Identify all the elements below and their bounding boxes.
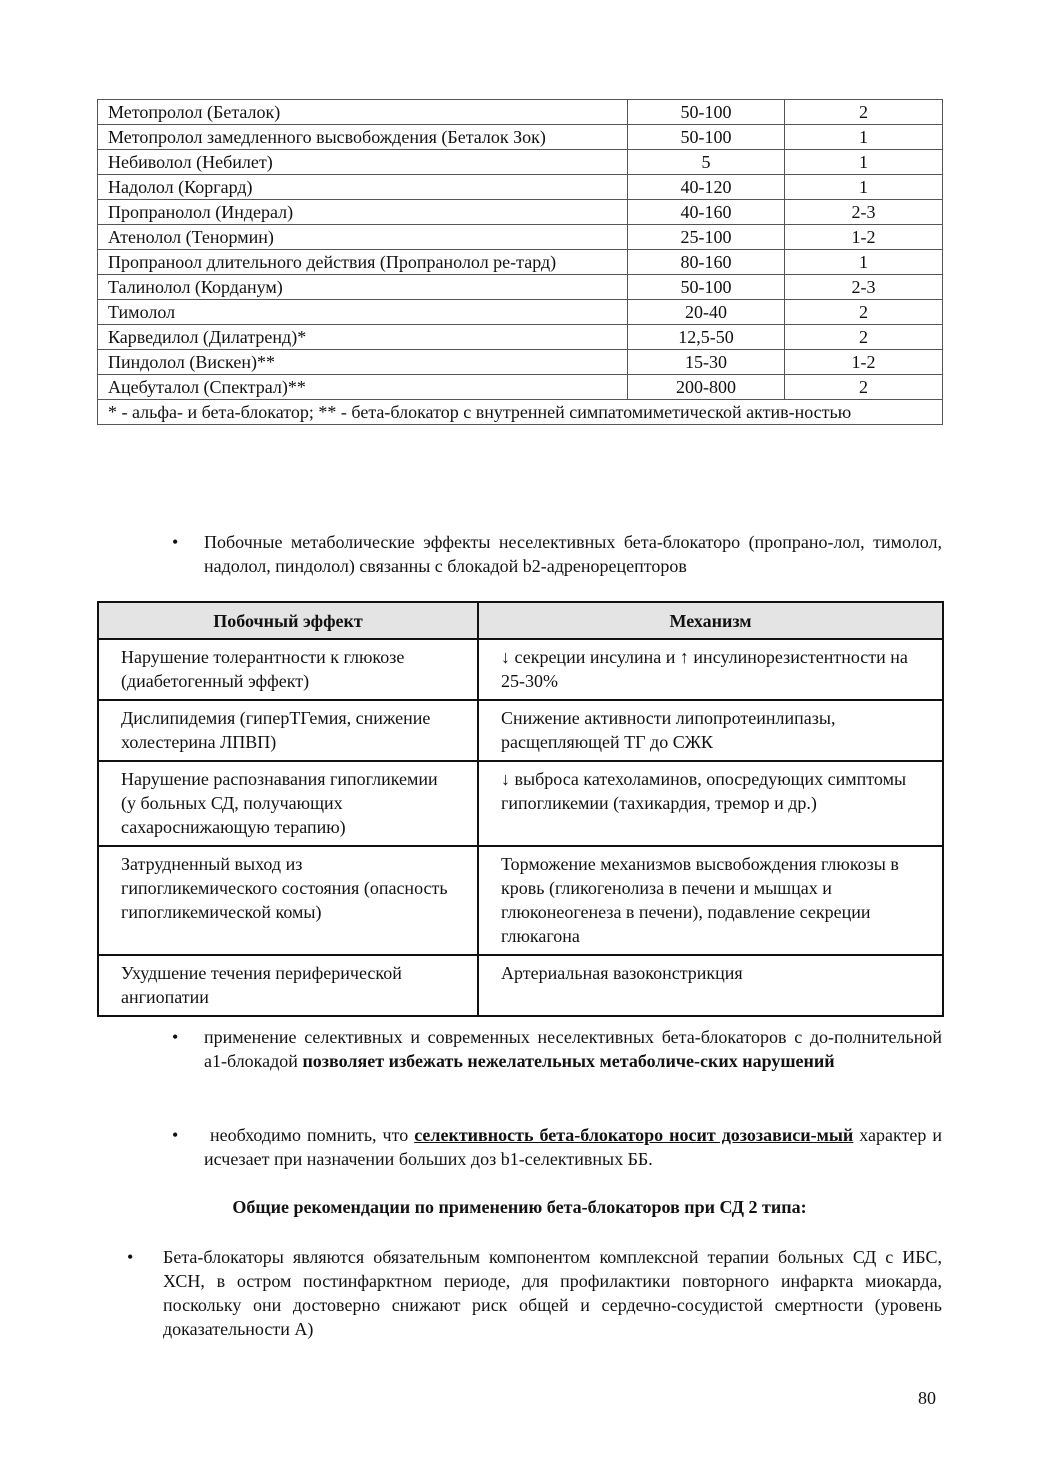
drug-frequency: 2 bbox=[785, 300, 943, 325]
bullet-text: Бета-блокаторы являются обязательным компонентом комплексной терапии больных СД с ИБС, ХСН, в остром постинфарктном периоде, для профилактики повторного инфаркта миокарда, поскольку они достоверно снижают риск общей и сердечно-сосудистой смертности (уровень доказательности А) bbox=[163, 1247, 942, 1339]
table-row bbox=[98, 175, 943, 200]
table-row bbox=[98, 761, 943, 846]
drug-name: Метопролол замедленного высвобождения (Беталок Зок) bbox=[98, 125, 628, 150]
drug-frequency: 2-3 bbox=[785, 200, 943, 225]
drug-frequency: 1 bbox=[785, 250, 943, 275]
header-mechanism: Механизм bbox=[478, 602, 943, 639]
drug-frequency: 1-2 bbox=[785, 225, 943, 250]
table-row bbox=[98, 846, 943, 955]
drug-frequency: 1 bbox=[785, 125, 943, 150]
bullet-text-plain: применение селективных и современных неселективных бета-блокаторов с до-полнительной a1-блокадой bbox=[204, 1027, 942, 1071]
effect-cell: Дислипидемия (гиперТГемия, снижение холестерина ЛПВП) bbox=[98, 700, 478, 761]
drug-frequency: 1 bbox=[785, 175, 943, 200]
bullet-text bbox=[204, 1123, 942, 1171]
drug-dosage-table bbox=[97, 99, 943, 425]
mechanism-cell: Артериальная вазоконстрикция bbox=[478, 955, 943, 1016]
drug-name: Пропраноол длительного действия (Пропранолол ре-тард) bbox=[98, 250, 628, 275]
drug-dose: 40-160 bbox=[628, 200, 785, 225]
effect-cell: Нарушение толерантности к глюкозе (диабетогенный эффект) bbox=[98, 639, 478, 700]
table-row bbox=[98, 639, 943, 700]
bullet-icon: • bbox=[172, 1125, 179, 1145]
bullet-text-plain: необходимо помнить, что bbox=[209, 1125, 415, 1145]
mechanism-cell: Торможение механизмов высвобождения глюкозы в кровь (гликогенолиза в печени и мышцах и глюконеогенеза в печени), подавление секреции глюкагона bbox=[478, 846, 943, 955]
table-row bbox=[98, 375, 943, 400]
drug-frequency: 1 bbox=[785, 150, 943, 175]
table-row bbox=[98, 150, 943, 175]
table-row bbox=[98, 955, 943, 1016]
drug-name: Карведилол (Дилатренд)* bbox=[98, 325, 628, 350]
table-header-row bbox=[98, 602, 943, 639]
mechanism-cell: ↓ выброса катехоламинов, опосредующих симптомы гипогликемии (тахикардия, тремор и др.) bbox=[478, 761, 943, 846]
drug-name: Пропранолол (Индерал) bbox=[98, 200, 628, 225]
drug-dose: 20-40 bbox=[628, 300, 785, 325]
bullet-icon: • bbox=[127, 1247, 134, 1267]
drug-dose: 15-30 bbox=[628, 350, 785, 375]
drug-frequency: 2 bbox=[785, 375, 943, 400]
drug-dose: 40-120 bbox=[628, 175, 785, 200]
mechanism-cell: ↓ секреции инсулина и ↑ инсулинорезистентности на 25-30% bbox=[478, 639, 943, 700]
drug-dose: 5 bbox=[628, 150, 785, 175]
drug-frequency: 2 bbox=[785, 325, 943, 350]
table-row bbox=[98, 700, 943, 761]
page-number: 80 bbox=[918, 1388, 936, 1408]
table-row bbox=[98, 100, 943, 125]
drug-frequency: 2 bbox=[785, 100, 943, 125]
drug-name: Ацебуталол (Спектрал)** bbox=[98, 375, 628, 400]
drug-name: Пиндолол (Вискен)** bbox=[98, 350, 628, 375]
effect-cell: Нарушение распознавания гипогликемии (у больных СД, получающих сахароснижающую терапию) bbox=[98, 761, 478, 846]
drug-dose: 50-100 bbox=[628, 100, 785, 125]
table-row bbox=[98, 275, 943, 300]
bullet-text bbox=[204, 1025, 942, 1073]
drug-name: Атенолол (Тенормин) bbox=[98, 225, 628, 250]
bullet-metabolic-effects bbox=[172, 530, 942, 578]
table-footnote-row bbox=[98, 400, 943, 425]
drug-name: Надолол (Коргард) bbox=[98, 175, 628, 200]
bullet-text-bold-underline: селективность бета-блокаторо носит дозозависи-мый bbox=[414, 1125, 854, 1145]
table-row bbox=[98, 300, 943, 325]
drug-dose: 80-160 bbox=[628, 250, 785, 275]
drug-frequency: 1-2 bbox=[785, 350, 943, 375]
bullet-recommendation bbox=[127, 1245, 942, 1341]
table-row bbox=[98, 250, 943, 275]
bullet-icon: • bbox=[172, 532, 179, 552]
bullet-icon: • bbox=[172, 1027, 179, 1047]
effect-cell: Ухудшение течения периферической ангиопатии bbox=[98, 955, 478, 1016]
drug-dose: 25-100 bbox=[628, 225, 785, 250]
drug-dose: 50-100 bbox=[628, 125, 785, 150]
effect-cell: Затрудненный выход из гипогликемического состояния (опасность гипогликемической комы) bbox=[98, 846, 478, 955]
drug-frequency: 2-3 bbox=[785, 275, 943, 300]
bullet-text: Побочные метаболические эффекты неселективных бета-блокаторо (пропрано-лол, тимолол, надолол, пиндолол) связанны с блокадой b2-адренорецепторов bbox=[204, 532, 942, 576]
section-heading: Общие рекомендации по применению бета-блокаторов при СД 2 типа: bbox=[232, 1197, 807, 1217]
bullet-text-bold: позволяет избежать нежелательных метаболиче-ских нарушений bbox=[302, 1051, 835, 1071]
drug-dose: 200-800 bbox=[628, 375, 785, 400]
table-row bbox=[98, 225, 943, 250]
drug-name: Небиволол (Небилет) bbox=[98, 150, 628, 175]
header-effect: Побочный эффект bbox=[98, 602, 478, 639]
table-footnote: * - альфа- и бета-блокатор; ** - бета-блокатор с внутренней симпатомиметической актив-ностью bbox=[98, 400, 943, 425]
drug-name: Тимолол bbox=[98, 300, 628, 325]
drug-dose: 12,5-50 bbox=[628, 325, 785, 350]
table-row bbox=[98, 325, 943, 350]
mechanism-cell: Снижение активности липопротеинлипазы, расщепляющей ТГ до СЖК bbox=[478, 700, 943, 761]
table-row bbox=[98, 125, 943, 150]
side-effects-table bbox=[97, 601, 944, 1017]
drug-name: Талинолол (Корданум) bbox=[98, 275, 628, 300]
bullet-dose-dependence bbox=[172, 1123, 942, 1171]
table-row bbox=[98, 200, 943, 225]
bullet-selective-blockers bbox=[172, 1025, 942, 1073]
drug-dose: 50-100 bbox=[628, 275, 785, 300]
drug-name: Метопролол (Беталок) bbox=[98, 100, 628, 125]
bullet-text-rest: характер и исчезает при назначении больших доз b1-селективных ББ. bbox=[204, 1125, 942, 1169]
table-row bbox=[98, 350, 943, 375]
